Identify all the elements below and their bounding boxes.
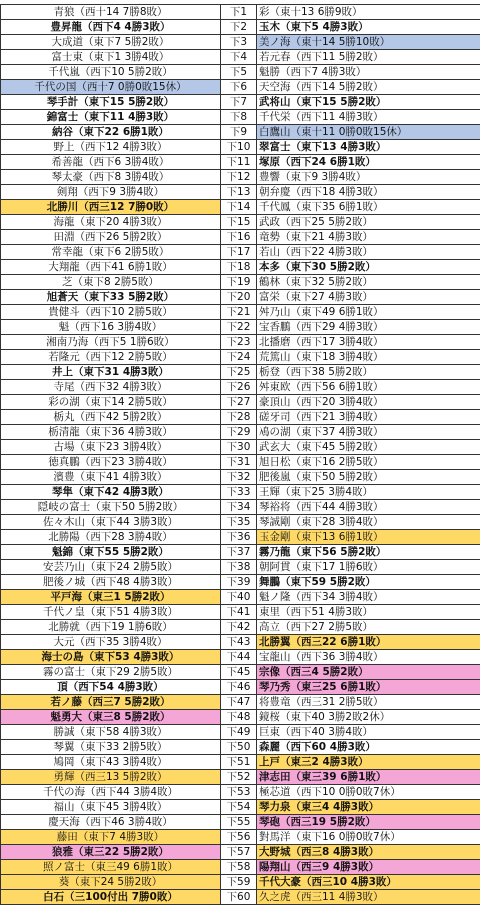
west-cell: 若ノ藤（西三7 5勝2敗）: [1, 695, 221, 710]
east-cell: 宗像（西三4 5勝2敗）: [257, 665, 480, 680]
table-row: [1, 875, 480, 890]
west-cell: 納谷（東下22 6勝1敗）: [1, 125, 221, 140]
west-cell: 藤田（東下7 4勝3敗）: [1, 830, 221, 845]
rank-cell: 下10: [221, 140, 257, 155]
east-cell: 大野城（西三8 4勝3敗）: [257, 845, 480, 860]
table-row: [1, 380, 480, 395]
east-cell: 對馬洋（東下16 0勝0敗7休）: [257, 830, 480, 845]
table-row: [1, 185, 480, 200]
table-row: [1, 695, 480, 710]
west-cell: 北勝就（西下19 1勝6敗）: [1, 620, 221, 635]
table-row: [1, 260, 480, 275]
west-cell: 芝（東下8 2勝5敗）: [1, 275, 221, 290]
table-row: [1, 200, 480, 215]
west-cell: 富士東（東下1 3勝4敗）: [1, 50, 221, 65]
west-cell: 青狼（西十14 7勝8敗）: [1, 5, 221, 20]
rank-cell: 下53: [221, 785, 257, 800]
rank-cell: 下55: [221, 815, 257, 830]
west-cell: 琴隼（東下42 4勝3敗）: [1, 485, 221, 500]
east-cell: 東里（西下51 4勝3敗）: [257, 605, 480, 620]
west-cell: 湘南乃海（西下5 1勝6敗）: [1, 335, 221, 350]
rank-cell: 下42: [221, 620, 257, 635]
table-row: [1, 245, 480, 260]
table-row: [1, 680, 480, 695]
table-row: [1, 830, 480, 845]
east-cell: 朝弁慶（西下18 4勝3敗）: [257, 185, 480, 200]
table-row: [1, 860, 480, 875]
east-cell: 宝龍山（西下36 3勝4敗）: [257, 650, 480, 665]
east-cell: 竜勢（東下21 4勝3敗）: [257, 230, 480, 245]
east-cell: 旭日松（東下16 2勝5敗）: [257, 455, 480, 470]
west-cell: 豊昇龍（西下4 4勝3敗）: [1, 20, 221, 35]
east-cell: 久之虎（西三11 4勝3敗）: [257, 890, 480, 905]
west-cell: 白石（三100付出 7勝0敗）: [1, 890, 221, 905]
east-cell: 霧乃龍（東下56 5勝2敗）: [257, 545, 480, 560]
east-cell: 肥後嵐（東下50 5勝2敗）: [257, 470, 480, 485]
east-cell: 美ノ海（東十14 5勝10敗）: [257, 35, 480, 50]
table-row: [1, 335, 480, 350]
rank-cell: 下46: [221, 680, 257, 695]
west-cell: 琴太豪（西下8 3勝4敗）: [1, 170, 221, 185]
table-row: [1, 890, 480, 905]
table-row: [1, 320, 480, 335]
west-cell: 福山（東下45 3勝4敗）: [1, 800, 221, 815]
west-cell: 隠岐の富士（東下50 5勝2敗）: [1, 500, 221, 515]
east-cell: 宝香鵬（西下29 4勝3敗）: [257, 320, 480, 335]
table-row: [1, 230, 480, 245]
rank-cell: 下30: [221, 440, 257, 455]
east-cell: 舛乃山（東下49 6勝1敗）: [257, 305, 480, 320]
table-row: [1, 125, 480, 140]
rank-cell: 下18: [221, 260, 257, 275]
rank-cell: 下15: [221, 215, 257, 230]
east-cell: 琴力泉（東三4 4勝3敗）: [257, 800, 480, 815]
rank-cell: 下36: [221, 530, 257, 545]
west-cell: 葵（東下24 5勝2敗）: [1, 875, 221, 890]
table-row: [1, 215, 480, 230]
east-cell: 鏡桜（東下40 3勝2敗2休）: [257, 710, 480, 725]
table-row: [1, 35, 480, 50]
table-row: [1, 50, 480, 65]
rank-cell: 下13: [221, 185, 257, 200]
rank-cell: 下4: [221, 50, 257, 65]
east-cell: 天空海（西下14 5勝2敗）: [257, 80, 480, 95]
table-row: [1, 620, 480, 635]
east-cell: 千代大豪（西三10 4勝3敗）: [257, 875, 480, 890]
east-cell: 巨東（西下40 3勝4敗）: [257, 725, 480, 740]
table-row: [1, 395, 480, 410]
east-cell: 富栄（東下27 4勝3敗）: [257, 290, 480, 305]
west-cell: 彩の湖（東下14 2勝5敗）: [1, 395, 221, 410]
west-cell: 大翔龍（西下41 6勝1敗）: [1, 260, 221, 275]
rank-cell: 下50: [221, 740, 257, 755]
east-cell: 鶴林（東下32 5勝2敗）: [257, 275, 480, 290]
table-row: [1, 770, 480, 785]
rank-cell: 下22: [221, 320, 257, 335]
west-cell: 慶天海（西下46 3勝4敗）: [1, 815, 221, 830]
west-cell: 照ノ富士（東三49 6勝1敗）: [1, 860, 221, 875]
table-row: [1, 425, 480, 440]
west-cell: 徳真鵬（西下23 3勝4敗）: [1, 455, 221, 470]
east-cell: 琴裕将（西下44 4勝3敗）: [257, 500, 480, 515]
east-cell: 朝阿貫（東下17 1勝6敗）: [257, 560, 480, 575]
west-cell: 千代の国（西十7 0勝0敗15休）: [1, 80, 221, 95]
west-cell: 佐々木山（東下44 3勝3敗）: [1, 515, 221, 530]
rank-cell: 下40: [221, 590, 257, 605]
rank-cell: 下38: [221, 560, 257, 575]
rank-cell: 下39: [221, 575, 257, 590]
table-row: [1, 650, 480, 665]
east-cell: 荒篤山（東下18 3勝4敗）: [257, 350, 480, 365]
rank-cell: 下17: [221, 245, 257, 260]
rank-cell: 下54: [221, 800, 257, 815]
west-cell: 海士の島（東下53 4勝3敗）: [1, 650, 221, 665]
east-cell: 将豊竜（西三31 2勝5敗）: [257, 695, 480, 710]
east-cell: 魁ノ隆（西下34 3勝4敗）: [257, 590, 480, 605]
west-cell: 魁錦（東下55 5勝2敗）: [1, 545, 221, 560]
table-row: [1, 515, 480, 530]
east-cell: 豪頂山（西下20 3勝4敗）: [257, 395, 480, 410]
east-cell: 上戸（東三2 4勝3敗）: [257, 755, 480, 770]
table-row: [1, 5, 480, 20]
west-cell: 古場（東下23 3勝4敗）: [1, 440, 221, 455]
rank-cell: 下44: [221, 650, 257, 665]
table-row: [1, 665, 480, 680]
west-cell: 貴健斗（西下10 2勝5敗）: [1, 305, 221, 320]
table-row: [1, 140, 480, 155]
rank-cell: 下57: [221, 845, 257, 860]
west-cell: 井上（東下31 4勝3敗）: [1, 365, 221, 380]
west-cell: 狼雅（東三22 5勝2敗）: [1, 845, 221, 860]
east-cell: 若山（西下22 4勝3敗）: [257, 245, 480, 260]
west-cell: 旭蒼天（東下33 5勝2敗）: [1, 290, 221, 305]
banzuke-rows: [1, 5, 480, 905]
east-cell: 森麗（西下60 4勝3敗）: [257, 740, 480, 755]
west-cell: 霧の富士（東下29 2勝5敗）: [1, 665, 221, 680]
table-row: [1, 20, 480, 35]
table-row: [1, 635, 480, 650]
rank-cell: 下26: [221, 380, 257, 395]
east-cell: 塚原（西下24 6勝1敗）: [257, 155, 480, 170]
rank-cell: 下32: [221, 470, 257, 485]
table-row: [1, 530, 480, 545]
east-cell: 舞鵬（東下59 5勝2敗）: [257, 575, 480, 590]
rank-cell: 下31: [221, 455, 257, 470]
rank-cell: 下45: [221, 665, 257, 680]
west-cell: 頂（西下54 4勝3敗）: [1, 680, 221, 695]
west-cell: 野上（西下12 4勝3敗）: [1, 140, 221, 155]
table-row: [1, 440, 480, 455]
east-cell: 琴乃秀（東三25 6勝1敗）: [257, 680, 480, 695]
east-cell: 舛東欧（西下56 6勝1敗）: [257, 380, 480, 395]
east-cell: 武政（西下25 5勝2敗）: [257, 215, 480, 230]
rank-cell: 下16: [221, 230, 257, 245]
rank-cell: 下14: [221, 200, 257, 215]
east-cell: 玉木（東下5 4勝3敗）: [257, 20, 480, 35]
west-cell: 平戸海（東三1 5勝2敗）: [1, 590, 221, 605]
rank-cell: 下3: [221, 35, 257, 50]
rank-cell: 下58: [221, 860, 257, 875]
rank-cell: 下9: [221, 125, 257, 140]
table-row: [1, 755, 480, 770]
rank-cell: 下8: [221, 110, 257, 125]
table-row: [1, 800, 480, 815]
table-row: [1, 725, 480, 740]
rank-cell: 下12: [221, 170, 257, 185]
rank-cell: 下48: [221, 710, 257, 725]
west-cell: 千代ノ皇（東下51 4勝3敗）: [1, 605, 221, 620]
rank-cell: 下7: [221, 95, 257, 110]
west-cell: 大元（西下35 3勝4敗）: [1, 635, 221, 650]
table-row: [1, 275, 480, 290]
east-cell: 津志田（東三39 6勝1敗）: [257, 770, 480, 785]
table-row: [1, 350, 480, 365]
table-row: [1, 470, 480, 485]
east-cell: 千代鳳（東下35 6勝1敗）: [257, 200, 480, 215]
east-cell: 武玄大（東下45 5勝2敗）: [257, 440, 480, 455]
east-cell: 栃登（西下38 5勝2敗）: [257, 365, 480, 380]
rank-cell: 下34: [221, 500, 257, 515]
table-row: [1, 815, 480, 830]
table-row: [1, 560, 480, 575]
west-cell: 希善龍（西下6 3勝4敗）: [1, 155, 221, 170]
table-row: [1, 785, 480, 800]
west-cell: 千代の海（西下44 3勝4敗）: [1, 785, 221, 800]
rank-cell: 下19: [221, 275, 257, 290]
west-cell: 海龍（東下20 4勝3敗）: [1, 215, 221, 230]
west-cell: 大成道（東下7 5勝2敗）: [1, 35, 221, 50]
rank-cell: 下35: [221, 515, 257, 530]
east-cell: 高立（西下27 2勝5敗）: [257, 620, 480, 635]
rank-cell: 下33: [221, 485, 257, 500]
west-cell: 勇輝（西三13 5勝2敗）: [1, 770, 221, 785]
rank-cell: 下11: [221, 155, 257, 170]
west-cell: 北勝川（西三12 7勝0敗）: [1, 200, 221, 215]
east-cell: 極芯道（西下10 0勝0敗7休）: [257, 785, 480, 800]
east-cell: 豊響（東下9 3勝4敗）: [257, 170, 480, 185]
east-cell: 魁勝（西下7 4勝3敗）: [257, 65, 480, 80]
table-row: [1, 410, 480, 425]
west-cell: 勝誠（東下58 4勝3敗）: [1, 725, 221, 740]
west-cell: 濱豊（東下41 4勝3敗）: [1, 470, 221, 485]
west-cell: 琴翼（東下33 2勝5敗）: [1, 740, 221, 755]
east-cell: 千代栄（西下11 4勝3敗）: [257, 110, 480, 125]
west-cell: 若隆元（西下12 2勝5敗）: [1, 350, 221, 365]
west-cell: 琴手計（東下15 5勝2敗）: [1, 95, 221, 110]
table-row: [1, 455, 480, 470]
table-row: [1, 710, 480, 725]
rank-cell: 下51: [221, 755, 257, 770]
west-cell: 肥後ノ城（西下48 4勝3敗）: [1, 575, 221, 590]
table-row: [1, 305, 480, 320]
rank-cell: 下5: [221, 65, 257, 80]
east-cell: 琴砲（西三19 5勝2敗）: [257, 815, 480, 830]
table-row: [1, 545, 480, 560]
table-row: [1, 95, 480, 110]
table-row: [1, 575, 480, 590]
table-row: [1, 740, 480, 755]
table-row: [1, 65, 480, 80]
east-cell: 本多（東下30 5勝2敗）: [257, 260, 480, 275]
rank-cell: 下20: [221, 290, 257, 305]
rank-cell: 下41: [221, 605, 257, 620]
east-cell: 翠富士（東下13 4勝3敗）: [257, 140, 480, 155]
rank-cell: 下59: [221, 875, 257, 890]
east-cell: 白鷹山（東十11 0勝0敗15休）: [257, 125, 480, 140]
west-cell: 安芸乃山（東下24 2勝5敗）: [1, 560, 221, 575]
table-row: [1, 485, 480, 500]
west-cell: 田淵（西下26 5勝2敗）: [1, 230, 221, 245]
rank-cell: 下28: [221, 410, 257, 425]
west-cell: 鳩岡（東下43 3勝4敗）: [1, 755, 221, 770]
rank-cell: 下56: [221, 830, 257, 845]
east-cell: 玉金剛（東下13 6勝1敗）: [257, 530, 480, 545]
rank-cell: 下25: [221, 365, 257, 380]
east-cell: 武将山（東下15 5勝2敗）: [257, 95, 480, 110]
table-row: [1, 590, 480, 605]
table-row: [1, 605, 480, 620]
west-cell: 魁勇大（東三8 5勝2敗）: [1, 710, 221, 725]
rank-cell: 下43: [221, 635, 257, 650]
east-cell: 北勝翼（西三22 6勝1敗）: [257, 635, 480, 650]
rank-cell: 下37: [221, 545, 257, 560]
east-cell: 陽翔山（西三9 4勝3敗）: [257, 860, 480, 875]
west-cell: 寺尾（西下32 4勝3敗）: [1, 380, 221, 395]
table-row: [1, 845, 480, 860]
rank-cell: 下6: [221, 80, 257, 95]
east-cell: 鳰の湖（東下37 4勝3敗）: [257, 425, 480, 440]
rank-cell: 下60: [221, 890, 257, 905]
west-cell: 魁（西下16 3勝4敗）: [1, 320, 221, 335]
table-row: [1, 170, 480, 185]
rank-cell: 下1: [221, 5, 257, 20]
rank-cell: 下49: [221, 725, 257, 740]
table-row: [1, 290, 480, 305]
rank-cell: 下24: [221, 350, 257, 365]
east-cell: 若元春（西下11 5勝2敗）: [257, 50, 480, 65]
rank-cell: 下23: [221, 335, 257, 350]
rank-cell: 下27: [221, 395, 257, 410]
east-cell: 彩（東十13 6勝9敗）: [257, 5, 480, 20]
rank-cell: 下2: [221, 20, 257, 35]
rank-cell: 下21: [221, 305, 257, 320]
east-cell: 北播磨（西下17 3勝4敗）: [257, 335, 480, 350]
west-cell: 栃丸（西下42 5勝2敗）: [1, 410, 221, 425]
table-row: [1, 110, 480, 125]
west-cell: 錦富士（東下11 4勝3敗）: [1, 110, 221, 125]
west-cell: 栃清龍（東下36 4勝3敗）: [1, 425, 221, 440]
west-cell: 常幸龍（東下6 2勝5敗）: [1, 245, 221, 260]
west-cell: 北勝陽（西下28 3勝4敗）: [1, 530, 221, 545]
west-cell: 千代嵐（西下10 5勝2敗）: [1, 65, 221, 80]
east-cell: 王輝（東下25 3勝4敗）: [257, 485, 480, 500]
table-row: [1, 365, 480, 380]
banzuke-table: [0, 4, 480, 905]
rank-cell: 下29: [221, 425, 257, 440]
table-row: [1, 500, 480, 515]
table-row: [1, 155, 480, 170]
east-cell: 琴誠剛（東下28 3勝4敗）: [257, 515, 480, 530]
table-row: [1, 80, 480, 95]
rank-cell: 下52: [221, 770, 257, 785]
rank-cell: 下47: [221, 695, 257, 710]
east-cell: 磋牙司（西下21 3勝4敗）: [257, 410, 480, 425]
west-cell: 剣翔（西下9 3勝4敗）: [1, 185, 221, 200]
